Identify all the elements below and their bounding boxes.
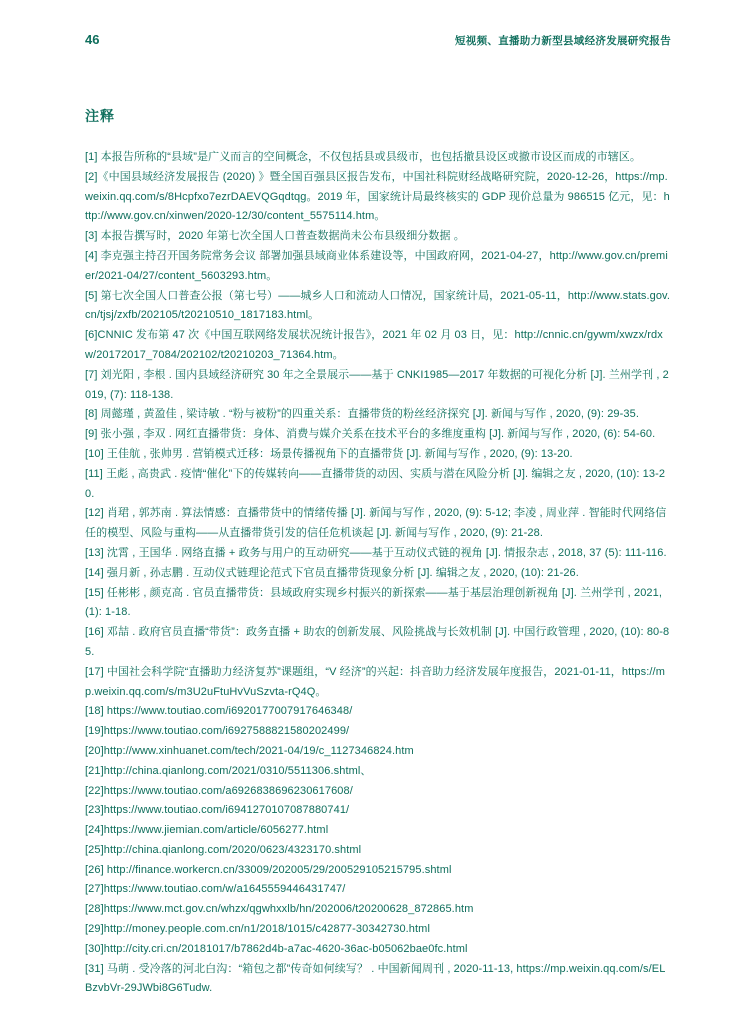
note-item: [23]https://www.toutiao.com/i6941270107087880741/ — [85, 804, 350, 817]
note-item: [19]https://www.toutiao.com/i6927588821580202499/ — [85, 725, 350, 738]
note-item: [11] 王彪 , 高贵武 . 疫情“催化”下的传媒转向——直播带货的动因、实质与潜在风险分析 [J]. 编辑之友 , 2020, (10): 13-20. — [85, 467, 666, 500]
note-item: [20]http://www.xinhuanet.com/tech/2021-04/19/c_1127346824.htm — [85, 744, 414, 757]
note-item: [27]https://www.toutiao.com/w/a1645559446431747/ — [85, 883, 346, 896]
note-item: [18] https://www.toutiao.com/i6920177007917646348/ — [85, 705, 353, 718]
note-item: [5] 第七次全国人口普查公报（第七号）——城乡人口和流动人口情况，国家统计局，2021-05-11，http://www.stats.gov.cn/tjsj/zxfb/202105/t20210510_1817183.html。 — [85, 289, 670, 322]
note-item: [12] 肖珺 , 郭苏南 . 算法情感：直播带货中的情绪传播 [J]. 新闻与写作 , 2020, (9): 5-12; 李凌 , 周业萍 . 智能时代网络信任的模型、风险与重构——从直播带货引发的信任危机谈起 [J]. 新闻与写作 , 2020, (9): 21-28. — [85, 507, 667, 540]
page-number: 46 — [85, 32, 100, 47]
note-item: [10] 王佳航 , 张帅男 . 营销模式迁移：场景传播视角下的直播带货 [J]. 新闻与写作 , 2020, (9): 13-20. — [85, 447, 573, 460]
note-item: [14] 强月新 , 孙志鹏 . 互动仪式链理论范式下官员直播带货现象分析 [J]. 编辑之友 , 2020, (10): 21-26. — [85, 566, 579, 579]
report-header-title: 短视频、直播助力新型县域经济发展研究报告 — [455, 35, 671, 47]
note-item: [24]https://www.jiemian.com/article/6056277.html — [85, 824, 329, 837]
note-item: [7] 刘光阳 , 李根 . 国内县域经济研究 30 年之全景展示——基于 CNKI1985—2017 年数据的可视化分析 [J]. 兰州学刊 , 2019, (7): 118-138. — [85, 368, 669, 401]
note-item: [26] http://finance.workercn.cn/33009/202005/29/200529105215795.shtml — [85, 863, 452, 876]
note-item: [4] 李克强主持召开国务院常务会议 部署加强县域商业体系建设等，中国政府网，2021-04-27，http://www.gov.cn/premier/2021-04/27/content_5603293.htm。 — [85, 249, 668, 282]
note-item: [29]http://money.people.com.cn/n1/2018/1015/c42877-30342730.html — [85, 923, 430, 936]
note-item: [28]https://www.mct.gov.cn/whzx/qgwhxxlb/hn/202006/t20200628_872865.htm — [85, 903, 474, 916]
note-item: [21]http://china.qianlong.com/2021/0310/5511306.shtml、 — [85, 764, 372, 777]
notes-list — [85, 148, 672, 999]
note-item: [17] 中国社会科学院“直播助力经济复苏”课题组，“V 经济”的兴起：抖音助力经济发展年度报告，2021-01-11，https://mp.weixin.qq.com/s/m3U2uFtuHvVuSzvta-rQ4Q。 — [85, 665, 665, 698]
note-item: [13] 沈霄 , 王国华 . 网络直播 + 政务与用户的互动研究——基于互动仪式链的视角 [J]. 情报杂志 , 2018, 37 (5): 111-116. — [85, 546, 667, 559]
note-item: [9] 张小强 , 李双 . 网红直播带货：身体、消费与媒介关系在技术平台的多维度重构 [J]. 新闻与写作 , 2020, (6): 54-60. — [85, 428, 656, 441]
note-item: [6]CNNIC 发布第 47 次《中国互联网络发展状况统计报告》，2021 年 02 月 03 日，见：http://cnnic.cn/gywm/xwzx/rdxw/20172017_7084/202102/t20210203_71364.htm。 — [85, 329, 663, 361]
note-item: [25]http://china.qianlong.com/2020/0623/4323170.shtml — [85, 843, 362, 856]
note-item: [8] 周懿瑾 , 黄盈佳 , 梁诗敏 . “粉与被粉”的四重关系：直播带货的粉丝经济探究 [J]. 新闻与写作 , 2020, (9): 29-35. — [85, 408, 639, 421]
page-header — [85, 32, 671, 48]
note-item: [2]《中国县域经济发展报告 (2020) 》暨全国百强县区报告发布，中国社科院财经战略研究院，2020-12-26，https://mp.weixin.qq.com/s/8Hcpfxo7ezrDAEVQGqdtqg。2019 年，国家统计局最终核实的 GDP 现价总量为 986515 亿元，见：http://www.gov.cn/xinwen/2020-12/30/content_5575114.htm。 — [85, 170, 670, 223]
note-item: [15] 任彬彬 , 颜克高 . 官员直播带货：县域政府实现乡村振兴的新探索——基于基层治理创新视角 [J]. 兰州学刊 , 2021, (1): 1-18. — [85, 586, 663, 619]
section-title: 注释 — [85, 108, 115, 124]
note-item: [30]http://city.cri.cn/20181017/b7862d4b-a7ac-4620-36ac-b05062bae0fc.html — [85, 942, 468, 955]
note-item: [3] 本报告撰写时，2020 年第七次全国人口普查数据尚未公布县级细分数据 。 — [85, 230, 465, 243]
note-item: [16] 邓喆 . 政府官员直播“带货”：政务直播 + 助农的创新发展、风险挑战与长效机制 [J]. 中国行政管理 , 2020, (10): 80-85. — [85, 626, 670, 658]
note-item: [22]https://www.toutiao.com/a6926838696230617608/ — [85, 784, 353, 797]
note-item: [31] 马萌 . 受冷落的河北白沟：“箱包之都”传奇如何续写？ . 中国新闻周刊 , 2020-11-13, https://mp.weixin.qq.com/s/ELBzvbVr-29JWbi8G6Tudw. — [85, 962, 666, 995]
note-item: [1] 本报告所称的“县域”是广义而言的空间概念，不仅包括县或县级市，也包括撤县设区或撤市设区而成的市辖区。 — [85, 151, 642, 163]
